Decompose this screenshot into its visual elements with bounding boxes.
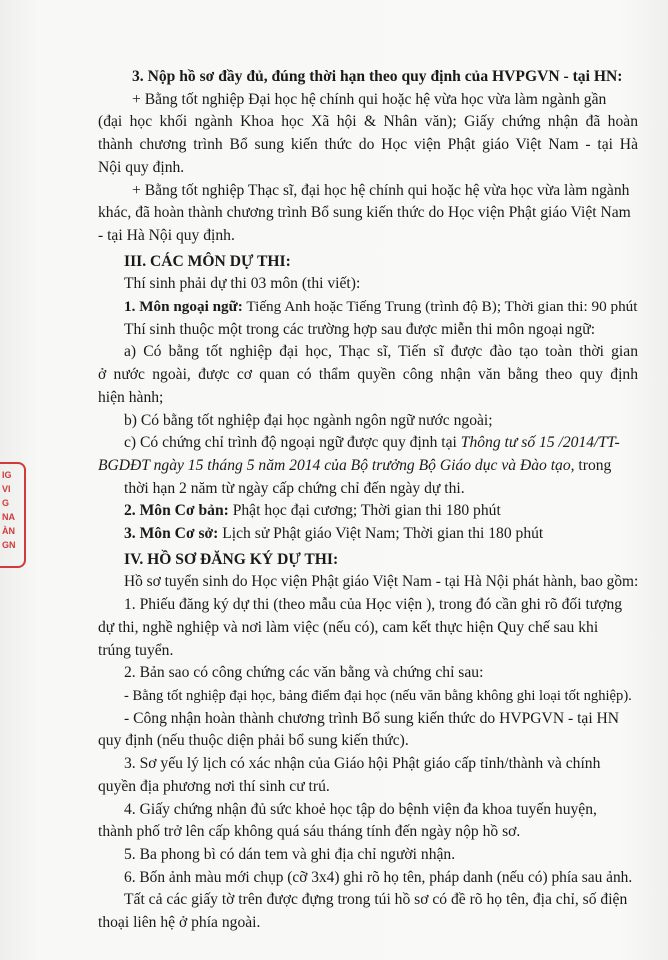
paragraph-line: thoại liên hệ ở phía ngoài. xyxy=(98,914,261,932)
paragraph-line xyxy=(98,455,638,478)
text-segment: trong xyxy=(574,456,612,474)
paragraph-line: quyền địa phương nơi thí sinh cư trú. xyxy=(98,777,330,795)
paragraph-line: ở nước ngoài, được cơ quan có thẩm quyền công nhận văn bằng theo quy định xyxy=(98,366,638,384)
paragraph-line: 4. Giấy chứng nhận đủ sức khoẻ học tập do bệnh viện đa khoa tuyến huyện, xyxy=(124,800,597,818)
paragraph-line: thành phố trở lên cấp không quá sáu tháng tính đến ngày nộp hồ sơ. xyxy=(98,823,521,841)
stamp-text: G xyxy=(2,498,10,508)
section-iii-heading: III. CÁC MÔN DỰ THI: xyxy=(124,252,291,270)
paragraph-line: - Bằng tốt nghiệp đại học, bảng điểm đại học (nếu văn bằng không ghi loại tốt nghiệp). xyxy=(124,687,632,704)
paragraph-line: thành chương trình Bổ sung kiến thức do Học viện Phật giáo Việt Nam - tại Hà xyxy=(98,136,638,154)
paragraph-line: thời hạn 2 năm từ ngày cấp chứng chỉ đến ngày dự thi. xyxy=(124,479,465,497)
red-stamp-fragment xyxy=(0,462,26,568)
circular-reference: BGDĐT ngày 15 tháng 5 năm 2014 của Bộ trưởng Bộ Giáo dục và Đào tạo, xyxy=(98,456,575,474)
paragraph-line: + Bằng tốt nghiệp Đại học hệ chính qui hoặc hệ vừa học vừa làm ngành gần xyxy=(132,90,607,108)
paragraph-line: 3. Sơ yếu lý lịch có xác nhận của Giáo hội Phật giáo cấp tỉnh/thành và chính xyxy=(124,755,601,773)
subject-2-line xyxy=(98,500,638,523)
paragraph-line: Thí sinh phải dự thi 03 môn (thi viết): xyxy=(124,275,361,293)
stamp-text: GN xyxy=(2,540,16,550)
paragraph-line: hiện hành; xyxy=(98,388,164,406)
subject-3-line xyxy=(98,523,638,546)
paragraph-line: 6. Bốn ảnh màu mới chụp (cỡ 3x4) ghi rõ họ tên, pháp danh (nếu có) phía sau ảnh. xyxy=(124,868,633,886)
paragraph-line xyxy=(98,432,638,455)
paragraph-line: quy định (nếu thuộc diện phải bổ sung kiến thức). xyxy=(98,732,409,750)
paragraph-line: Thí sinh thuộc một trong các trường hợp sau được miễn thi môn ngoại ngữ: xyxy=(124,320,596,338)
subject-1-line xyxy=(98,296,638,319)
paragraph-line: 2. Bản sao có công chứng các văn bằng và chứng chỉ sau: xyxy=(124,664,484,682)
paragraph-line: 1. Phiếu đăng ký dự thi (theo mẫu của Học viện ), trong đó cần ghi rõ đối tượng xyxy=(124,596,623,614)
stamp-text: VI xyxy=(2,484,11,494)
text-segment: c) Có chứng chỉ trình độ ngoại ngữ được quy định tại xyxy=(124,434,461,452)
stamp-text: IG xyxy=(2,470,12,480)
subject-3-label: 3. Môn Cơ sở: xyxy=(124,525,219,543)
circular-reference: Thông tư số 15 /2014/TT- xyxy=(460,434,620,452)
paragraph-line: Tất cả các giấy tờ trên được đựng trong túi hồ sơ có đề rõ họ tên, địa chỉ, số điện xyxy=(124,891,628,909)
section-3-heading: 3. Nộp hồ sơ đầy đủ, đúng thời hạn theo quy định của HVPGVN - tại HN: xyxy=(132,68,623,85)
paragraph-line: dự thi, nghề nghiệp và nơi làm việc (nếu có), cam kết thực hiện Quy chế sau khi xyxy=(98,618,599,636)
subject-1-label: 1. Môn ngoại ngữ: xyxy=(124,298,243,316)
subject-3-detail: Lịch sử Phật giáo Việt Nam; Thời gian thi 180 phút xyxy=(218,525,544,543)
paragraph-line: Nội quy định. xyxy=(98,158,185,176)
paragraph-line: 5. Ba phong bì có dán tem và ghi địa chỉ người nhận. xyxy=(124,845,456,863)
paragraph-line: a) Có bằng tốt nghiệp đại học, Thạc sĩ, Tiến sĩ được đào tạo toàn thời gian xyxy=(124,343,638,361)
paragraph-line: - Công nhận hoàn thành chương trình Bổ sung kiến thức do HVPGVN - tại HN xyxy=(124,709,620,727)
paragraph-line: khác, đã hoàn thành chương trình Bổ sung kiến thức do Học viện Phật giáo Việt Nam xyxy=(98,204,631,222)
document-body xyxy=(98,66,638,935)
subject-2-detail: Phật học đại cương; Thời gian thi 180 phút xyxy=(228,502,501,520)
paragraph-line: - tại Hà Nội quy định. xyxy=(98,226,235,244)
paragraph-line: b) Có bằng tốt nghiệp đại học ngành ngôn ngữ nước ngoài; xyxy=(124,411,493,429)
stamp-text: ÀN xyxy=(2,526,15,536)
paragraph-line: + Bằng tốt nghiệp Thạc sĩ, đại học hệ chính qui hoặc hệ vừa học vừa làm ngành xyxy=(132,181,630,199)
stamp-text: NA xyxy=(2,512,15,522)
subject-1-detail: Tiếng Anh hoặc Tiếng Trung (trình độ B); Thời gian thi: 90 phút xyxy=(242,298,638,316)
paragraph-line: (đại học khối ngành Khoa học Xã hội & Nhân văn); Giấy chứng nhận đã hoàn xyxy=(98,113,638,131)
paragraph-line: Hồ sơ tuyển sinh do Học viện Phật giáo Việt Nam - tại Hà Nội phát hành, bao gồm: xyxy=(124,573,639,591)
subject-2-label: 2. Môn Cơ bản: xyxy=(124,502,229,520)
section-iv-heading: IV. HỒ SƠ ĐĂNG KÝ DỰ THI: xyxy=(124,550,339,568)
paragraph-line: trúng tuyển. xyxy=(98,641,174,659)
